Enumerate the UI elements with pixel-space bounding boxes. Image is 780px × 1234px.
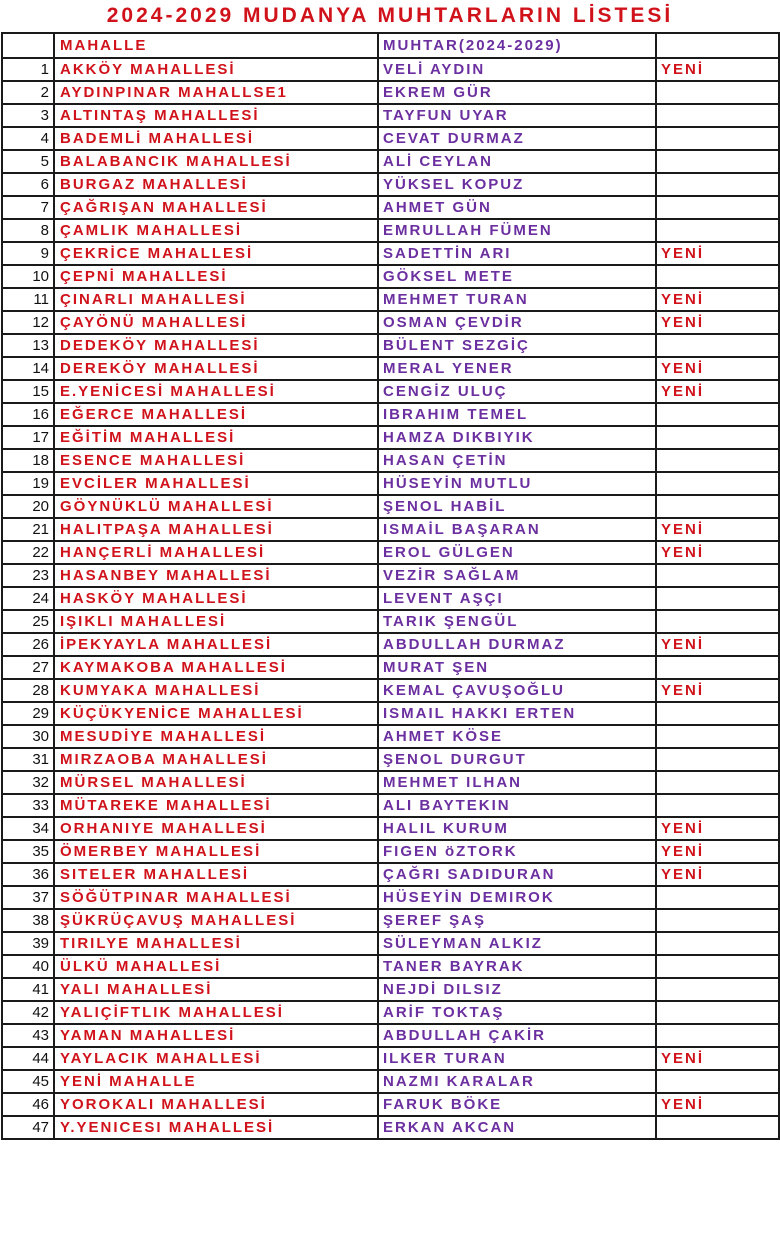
row-number: 6 bbox=[2, 173, 54, 196]
table-header-row bbox=[2, 33, 779, 58]
mahalle-name: IŞIKLI MAHALLESİ bbox=[54, 610, 378, 633]
header-no bbox=[2, 33, 54, 58]
table-row bbox=[2, 1001, 779, 1024]
mahalle-name: YAMAN MAHALLESİ bbox=[54, 1024, 378, 1047]
table-row bbox=[2, 81, 779, 104]
mahalle-name: E.YENİCESİ MAHALLESİ bbox=[54, 380, 378, 403]
status-yeni: YENİ bbox=[656, 58, 779, 81]
muhtar-name: BÜLENT SEZGİÇ bbox=[378, 334, 656, 357]
row-number: 2 bbox=[2, 81, 54, 104]
header-muhtar: MUHTAR(2024-2029) bbox=[378, 33, 656, 58]
mahalle-name: İPEKYAYLA MAHALLESİ bbox=[54, 633, 378, 656]
mahalle-name: ÇAĞRIŞAN MAHALLESİ bbox=[54, 196, 378, 219]
row-number: 24 bbox=[2, 587, 54, 610]
muhtar-name: VEZİR SAĞLAM bbox=[378, 564, 656, 587]
row-number: 3 bbox=[2, 104, 54, 127]
status-yeni: YENİ bbox=[656, 840, 779, 863]
muhtar-name: HAMZA DIKBIYIK bbox=[378, 426, 656, 449]
muhtar-name: AHMET GÜN bbox=[378, 196, 656, 219]
table-row bbox=[2, 1070, 779, 1093]
row-number: 28 bbox=[2, 679, 54, 702]
muhtar-name: MEHMET TURAN bbox=[378, 288, 656, 311]
row-number: 9 bbox=[2, 242, 54, 265]
mahalle-name: ÇEKRİCE MAHALLESİ bbox=[54, 242, 378, 265]
row-number: 37 bbox=[2, 886, 54, 909]
muhtar-name: ABDULLAH DURMAZ bbox=[378, 633, 656, 656]
row-number: 23 bbox=[2, 564, 54, 587]
mahalle-name: KAYMAKOBA MAHALLESİ bbox=[54, 656, 378, 679]
table-row bbox=[2, 495, 779, 518]
table-row bbox=[2, 932, 779, 955]
muhtar-table bbox=[1, 32, 780, 1140]
status-yeni: YENİ bbox=[656, 817, 779, 840]
row-number: 22 bbox=[2, 541, 54, 564]
status-yeni bbox=[656, 886, 779, 909]
status-yeni bbox=[656, 472, 779, 495]
table-row bbox=[2, 610, 779, 633]
table-row bbox=[2, 955, 779, 978]
status-yeni bbox=[656, 196, 779, 219]
status-yeni: YENİ bbox=[656, 863, 779, 886]
mahalle-name: EVCİLER MAHALLESİ bbox=[54, 472, 378, 495]
muhtar-name: HÜSEYİN DEMIROK bbox=[378, 886, 656, 909]
status-yeni bbox=[656, 265, 779, 288]
table-row bbox=[2, 311, 779, 334]
muhtar-name: ALI BAYTEKIN bbox=[378, 794, 656, 817]
table-row bbox=[2, 173, 779, 196]
row-number: 36 bbox=[2, 863, 54, 886]
row-number: 31 bbox=[2, 748, 54, 771]
mahalle-name: GÖYNÜKLÜ MAHALLESİ bbox=[54, 495, 378, 518]
mahalle-name: ORHANIYE MAHALLESİ bbox=[54, 817, 378, 840]
row-number: 34 bbox=[2, 817, 54, 840]
status-yeni bbox=[656, 702, 779, 725]
muhtar-name: CEVAT DURMAZ bbox=[378, 127, 656, 150]
muhtar-name: IBRAHIM TEMEL bbox=[378, 403, 656, 426]
row-number: 16 bbox=[2, 403, 54, 426]
muhtar-name: HASAN ÇETİN bbox=[378, 449, 656, 472]
mahalle-name: AKKÖY MAHALLESİ bbox=[54, 58, 378, 81]
mahalle-name: ÇAYÖNÜ MAHALLESİ bbox=[54, 311, 378, 334]
muhtar-name: EROL GÜLGEN bbox=[378, 541, 656, 564]
muhtar-name: ILKER TURAN bbox=[378, 1047, 656, 1070]
mahalle-name: HANÇERLİ MAHALLESİ bbox=[54, 541, 378, 564]
muhtar-name: ŞENOL HABİL bbox=[378, 495, 656, 518]
mahalle-name: MÜTAREKE MAHALLESİ bbox=[54, 794, 378, 817]
table-row bbox=[2, 403, 779, 426]
muhtar-name: TAYFUN UYAR bbox=[378, 104, 656, 127]
status-yeni bbox=[656, 150, 779, 173]
muhtar-name: HALIL KURUM bbox=[378, 817, 656, 840]
muhtar-name: SADETTİN ARI bbox=[378, 242, 656, 265]
status-yeni: YENİ bbox=[656, 242, 779, 265]
mahalle-name: ÇAMLIK MAHALLESİ bbox=[54, 219, 378, 242]
status-yeni bbox=[656, 403, 779, 426]
muhtar-name: OSMAN ÇEVDİR bbox=[378, 311, 656, 334]
row-number: 18 bbox=[2, 449, 54, 472]
table-row bbox=[2, 380, 779, 403]
muhtar-name: SÜLEYMAN ALKIZ bbox=[378, 932, 656, 955]
mahalle-name: BADEMLİ MAHALLESİ bbox=[54, 127, 378, 150]
mahalle-name: YALI MAHALLESİ bbox=[54, 978, 378, 1001]
mahalle-name: ÇINARLI MAHALLESİ bbox=[54, 288, 378, 311]
status-yeni bbox=[656, 656, 779, 679]
table-row bbox=[2, 288, 779, 311]
row-number: 20 bbox=[2, 495, 54, 518]
status-yeni bbox=[656, 426, 779, 449]
mahalle-name: AYDINPINAR MAHALLSE1 bbox=[54, 81, 378, 104]
table-row bbox=[2, 794, 779, 817]
status-yeni bbox=[656, 771, 779, 794]
table-row bbox=[2, 518, 779, 541]
table-row bbox=[2, 633, 779, 656]
row-number: 11 bbox=[2, 288, 54, 311]
table-row bbox=[2, 679, 779, 702]
status-yeni: YENİ bbox=[656, 518, 779, 541]
table-row bbox=[2, 1093, 779, 1116]
muhtar-name: NAZMI KARALAR bbox=[378, 1070, 656, 1093]
table-row bbox=[2, 196, 779, 219]
row-number: 27 bbox=[2, 656, 54, 679]
row-number: 39 bbox=[2, 932, 54, 955]
status-yeni bbox=[656, 794, 779, 817]
table-row bbox=[2, 587, 779, 610]
table-row bbox=[2, 449, 779, 472]
page-title: 2024-2029 MUDANYA MUHTARLARIN LİSTESİ bbox=[106, 4, 674, 27]
status-yeni: YENİ bbox=[656, 288, 779, 311]
table-row bbox=[2, 150, 779, 173]
status-yeni bbox=[656, 127, 779, 150]
status-yeni bbox=[656, 909, 779, 932]
row-number: 29 bbox=[2, 702, 54, 725]
status-yeni bbox=[656, 219, 779, 242]
table-row bbox=[2, 886, 779, 909]
row-number: 4 bbox=[2, 127, 54, 150]
mahalle-name: HASANBEY MAHALLESİ bbox=[54, 564, 378, 587]
mahalle-name: HASKÖY MAHALLESİ bbox=[54, 587, 378, 610]
status-yeni bbox=[656, 1070, 779, 1093]
row-number: 44 bbox=[2, 1047, 54, 1070]
row-number: 25 bbox=[2, 610, 54, 633]
muhtar-name: ISMAIL HAKKI ERTEN bbox=[378, 702, 656, 725]
mahalle-name: YENİ MAHALLE bbox=[54, 1070, 378, 1093]
mahalle-name: ÇEPNİ MAHALLESİ bbox=[54, 265, 378, 288]
muhtar-name: MEHMET ILHAN bbox=[378, 771, 656, 794]
muhtar-name: AHMET KÖSE bbox=[378, 725, 656, 748]
status-yeni: YENİ bbox=[656, 1047, 779, 1070]
table-row bbox=[2, 978, 779, 1001]
mahalle-name: EĞERCE MAHALLESİ bbox=[54, 403, 378, 426]
table-row bbox=[2, 702, 779, 725]
table-row bbox=[2, 426, 779, 449]
mahalle-name: DEREKÖY MAHALLESİ bbox=[54, 357, 378, 380]
mahalle-name: YAYLACIK MAHALLESİ bbox=[54, 1047, 378, 1070]
row-number: 40 bbox=[2, 955, 54, 978]
row-number: 26 bbox=[2, 633, 54, 656]
status-yeni bbox=[656, 173, 779, 196]
muhtar-name: CENGİZ ULUÇ bbox=[378, 380, 656, 403]
row-number: 17 bbox=[2, 426, 54, 449]
status-yeni bbox=[656, 748, 779, 771]
mahalle-name: KÜÇÜKYENİCE MAHALLESİ bbox=[54, 702, 378, 725]
mahalle-name: KUMYAKA MAHALLESİ bbox=[54, 679, 378, 702]
status-yeni bbox=[656, 81, 779, 104]
muhtar-name: ŞEREF ŞAŞ bbox=[378, 909, 656, 932]
table-row bbox=[2, 357, 779, 380]
status-yeni: YENİ bbox=[656, 541, 779, 564]
table-row bbox=[2, 104, 779, 127]
muhtar-name: KEMAL ÇAVUŞOĞLU bbox=[378, 679, 656, 702]
status-yeni: YENİ bbox=[656, 679, 779, 702]
status-yeni bbox=[656, 610, 779, 633]
muhtar-name: VELİ AYDIN bbox=[378, 58, 656, 81]
row-number: 46 bbox=[2, 1093, 54, 1116]
status-yeni: YENİ bbox=[656, 357, 779, 380]
mahalle-name: ÖMERBEY MAHALLESİ bbox=[54, 840, 378, 863]
table-row bbox=[2, 1116, 779, 1139]
status-yeni: YENİ bbox=[656, 1093, 779, 1116]
row-number: 42 bbox=[2, 1001, 54, 1024]
table-row bbox=[2, 1024, 779, 1047]
muhtar-name: ALİ CEYLAN bbox=[378, 150, 656, 173]
status-yeni bbox=[656, 955, 779, 978]
table-row bbox=[2, 334, 779, 357]
muhtar-name: ISMAİL BAŞARAN bbox=[378, 518, 656, 541]
table-row bbox=[2, 909, 779, 932]
status-yeni bbox=[656, 1024, 779, 1047]
row-number: 30 bbox=[2, 725, 54, 748]
mahalle-name: MIRZAOBA MAHALLESİ bbox=[54, 748, 378, 771]
status-yeni bbox=[656, 587, 779, 610]
muhtar-name: EMRULLAH FÜMEN bbox=[378, 219, 656, 242]
status-yeni bbox=[656, 334, 779, 357]
mahalle-name: EĞİTİM MAHALLESİ bbox=[54, 426, 378, 449]
row-number: 13 bbox=[2, 334, 54, 357]
muhtar-name: ABDULLAH ÇAKİR bbox=[378, 1024, 656, 1047]
row-number: 47 bbox=[2, 1116, 54, 1139]
table-row bbox=[2, 1047, 779, 1070]
row-number: 43 bbox=[2, 1024, 54, 1047]
row-number: 7 bbox=[2, 196, 54, 219]
status-yeni bbox=[656, 495, 779, 518]
mahalle-name: Y.YENICESI MAHALLESİ bbox=[54, 1116, 378, 1139]
mahalle-name: HALITPAŞA MAHALLESİ bbox=[54, 518, 378, 541]
row-number: 1 bbox=[2, 58, 54, 81]
muhtar-name: MURAT ŞEN bbox=[378, 656, 656, 679]
row-number: 19 bbox=[2, 472, 54, 495]
muhtar-name: ŞENOL DURGUT bbox=[378, 748, 656, 771]
muhtar-name: FIGEN öZTORK bbox=[378, 840, 656, 863]
status-yeni bbox=[656, 932, 779, 955]
mahalle-name: SÖĞÜTPINAR MAHALLESİ bbox=[54, 886, 378, 909]
mahalle-name: ALTINTAŞ MAHALLESİ bbox=[54, 104, 378, 127]
row-number: 14 bbox=[2, 357, 54, 380]
row-number: 10 bbox=[2, 265, 54, 288]
mahalle-name: TIRILYE MAHALLESİ bbox=[54, 932, 378, 955]
table-row bbox=[2, 656, 779, 679]
status-yeni bbox=[656, 104, 779, 127]
row-number: 45 bbox=[2, 1070, 54, 1093]
row-number: 35 bbox=[2, 840, 54, 863]
table-row bbox=[2, 564, 779, 587]
table-row bbox=[2, 219, 779, 242]
mahalle-name: MESUDİYE MAHALLESİ bbox=[54, 725, 378, 748]
table-row bbox=[2, 127, 779, 150]
mahalle-name: SITELER MAHALLESİ bbox=[54, 863, 378, 886]
muhtar-name: ÇAĞRI SADIDURAN bbox=[378, 863, 656, 886]
table-row bbox=[2, 541, 779, 564]
row-number: 32 bbox=[2, 771, 54, 794]
table-row bbox=[2, 840, 779, 863]
status-yeni bbox=[656, 1116, 779, 1139]
header-mahalle: MAHALLE bbox=[54, 33, 378, 58]
table-row bbox=[2, 58, 779, 81]
status-yeni bbox=[656, 1001, 779, 1024]
mahalle-name: ESENCE MAHALLESİ bbox=[54, 449, 378, 472]
muhtar-name: YÜKSEL KOPUZ bbox=[378, 173, 656, 196]
muhtar-name: ARİF TOKTAŞ bbox=[378, 1001, 656, 1024]
muhtar-name: FARUK BÖKE bbox=[378, 1093, 656, 1116]
muhtar-name: TANER BAYRAK bbox=[378, 955, 656, 978]
muhtar-name: NEJDİ DILSIZ bbox=[378, 978, 656, 1001]
row-number: 5 bbox=[2, 150, 54, 173]
table-row bbox=[2, 771, 779, 794]
table-row bbox=[2, 265, 779, 288]
status-yeni: YENİ bbox=[656, 311, 779, 334]
row-number: 8 bbox=[2, 219, 54, 242]
mahalle-name: BALABANCIK MAHALLESİ bbox=[54, 150, 378, 173]
mahalle-name: YOROKALI MAHALLESİ bbox=[54, 1093, 378, 1116]
mahalle-name: BURGAZ MAHALLESİ bbox=[54, 173, 378, 196]
mahalle-name: ŞÜKRÜÇAVUŞ MAHALLESİ bbox=[54, 909, 378, 932]
table-row bbox=[2, 817, 779, 840]
muhtar-name: ERKAN AKCAN bbox=[378, 1116, 656, 1139]
status-yeni bbox=[656, 725, 779, 748]
table-row bbox=[2, 748, 779, 771]
status-yeni: YENİ bbox=[656, 380, 779, 403]
muhtar-table-body bbox=[2, 33, 779, 1139]
mahalle-name: MÜRSEL MAHALLESİ bbox=[54, 771, 378, 794]
status-yeni bbox=[656, 449, 779, 472]
status-yeni: YENİ bbox=[656, 633, 779, 656]
row-number: 15 bbox=[2, 380, 54, 403]
row-number: 12 bbox=[2, 311, 54, 334]
table-row bbox=[2, 472, 779, 495]
row-number: 38 bbox=[2, 909, 54, 932]
row-number: 21 bbox=[2, 518, 54, 541]
muhtar-name: GÖKSEL METE bbox=[378, 265, 656, 288]
muhtar-name: EKREM GÜR bbox=[378, 81, 656, 104]
muhtar-name: TARIK ŞENGÜL bbox=[378, 610, 656, 633]
muhtar-name: MERAL YENER bbox=[378, 357, 656, 380]
mahalle-name: ÜLKÜ MAHALLESİ bbox=[54, 955, 378, 978]
row-number: 33 bbox=[2, 794, 54, 817]
table-row bbox=[2, 242, 779, 265]
table-row bbox=[2, 725, 779, 748]
row-number: 41 bbox=[2, 978, 54, 1001]
mahalle-name: DEDEKÖY MAHALLESİ bbox=[54, 334, 378, 357]
muhtar-name: HÜSEYİN MUTLU bbox=[378, 472, 656, 495]
mahalle-name: YALIÇİFTLIK MAHALLESİ bbox=[54, 1001, 378, 1024]
status-yeni bbox=[656, 564, 779, 587]
muhtar-name: LEVENT AŞÇI bbox=[378, 587, 656, 610]
table-row bbox=[2, 863, 779, 886]
status-yeni bbox=[656, 978, 779, 1001]
header-status bbox=[656, 33, 779, 58]
